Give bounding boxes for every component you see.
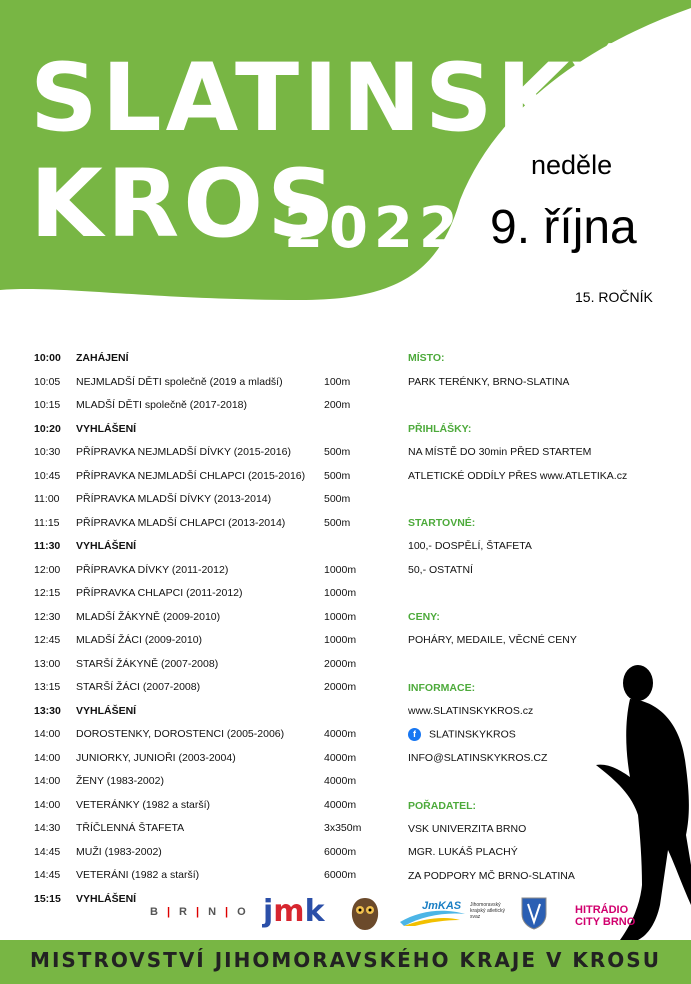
- jmk-k: k: [304, 894, 325, 929]
- schedule-distance: 2000m: [324, 681, 357, 693]
- schedule-race-name: VETERÁNI (1982 a starší): [76, 869, 200, 881]
- brno-letter: N: [208, 906, 226, 918]
- schedule-distance: 100m: [324, 375, 351, 388]
- info-startovne-heading: STARTOVNÉ:: [408, 517, 476, 529]
- schedule-time: 14:00: [34, 751, 61, 764]
- info-email-link[interactable]: INFO@SLATINSKYKROS.CZ: [408, 752, 548, 764]
- jmkas-logo: [400, 900, 506, 920]
- schedule-time: 13:15: [34, 681, 61, 693]
- brno-letter: O: [237, 906, 255, 918]
- schedule-time: 10:20: [34, 422, 61, 435]
- schedule-race-name: NEJMLADŠÍ DĚTI společně (2019 a mladší): [76, 375, 283, 388]
- schedule-time: 11:15: [34, 516, 60, 529]
- schedule-race-name: STARŠÍ ŽÁKYNĚ (2007-2008): [76, 657, 219, 670]
- hitradio-line2: CITY BRNO: [575, 916, 636, 928]
- jmkas-text: JmKAS: [422, 900, 462, 912]
- schedule-race-name: PŘÍPRAVKA MLADŠÍ DÍVKY (2013-2014): [76, 493, 272, 505]
- schedule-race-name: PŘÍPRAVKA MLADŠÍ CHLAPCI (2013-2014): [76, 516, 286, 529]
- schedule-time: 15:15: [34, 892, 61, 905]
- schedule-distance: 2000m: [324, 657, 357, 670]
- schedule-distance: 1000m: [324, 563, 357, 576]
- schedule-race-name: JUNIORKY, JUNIOŘI (2003-2004): [76, 751, 236, 764]
- owl-mascot-icon: [348, 894, 382, 932]
- schedule-time: 11:30: [34, 540, 61, 552]
- brno-letter: R: [179, 906, 196, 918]
- info-poradatel-line3: ZA PODPORY MČ BRNO-SLATINA: [408, 870, 575, 882]
- schedule-race-name: PŘÍPRAVKA CHLAPCI (2011-2012): [76, 587, 243, 599]
- schedule-race-name: MUŽI (1983-2002): [76, 845, 162, 858]
- schedule-time: 12:45: [34, 634, 61, 646]
- schedule-distance: 200m: [324, 399, 351, 411]
- schedule-time: 11:00: [34, 493, 60, 505]
- schedule-distance: 6000m: [324, 869, 357, 881]
- info-misto-value: PARK TERÉNKY, BRNO-SLATINA: [408, 376, 570, 388]
- event-title-line1: SLATINSKÝ: [30, 44, 646, 153]
- info-informace-heading: INFORMACE:: [408, 682, 476, 694]
- schedule-distance: 4000m: [324, 751, 357, 764]
- hitradio-line1: HITRÁDIO: [575, 904, 629, 916]
- schedule-distance: 500m: [324, 493, 351, 505]
- jmkas-subtitle: Jihomoravský krajský atletický svaz: [470, 902, 506, 920]
- slatina-coat-of-arms-icon: [520, 896, 548, 930]
- schedule-race-name: VETERÁNKY (1982 a starší): [76, 798, 211, 811]
- info-startovne-line2: 50,- OSTATNÍ: [408, 564, 473, 576]
- schedule-time: 14:30: [34, 822, 61, 834]
- schedule-race-name: VYHLÁŠENÍ: [76, 540, 137, 552]
- info-poradatel-line2: MGR. LUKÁŠ PLACHÝ: [408, 846, 518, 858]
- info-web-link[interactable]: www.SLATINSKYKROS.cz: [408, 705, 534, 717]
- schedule-distance: 1000m: [324, 587, 357, 599]
- schedule-time: 10:15: [34, 399, 61, 411]
- info-poradatel-heading: POŘADATEL:: [408, 800, 477, 812]
- schedule-time: 14:00: [34, 798, 61, 811]
- schedule-time: 10:30: [34, 446, 61, 458]
- event-date: 9. října: [490, 201, 637, 254]
- schedule-race-name: PŘÍPRAVKA NEJMLADŠÍ CHLAPCI (2015-2016): [76, 469, 306, 482]
- schedule-time: 10:00: [34, 352, 61, 364]
- schedule-time: 14:00: [34, 728, 61, 740]
- schedule-time: 10:45: [34, 469, 61, 482]
- schedule-race-name: TŘÍČLENNÁ ŠTAFETA: [76, 822, 185, 834]
- schedule-time: 10:05: [34, 375, 61, 388]
- schedule-distance: 4000m: [324, 728, 357, 740]
- jmk-m: m: [273, 894, 305, 929]
- footer-title: MISTROVSTVÍ JIHOMORAVSKÉHO KRAJE V KROSU: [30, 948, 661, 972]
- schedule-distance: 1000m: [324, 634, 357, 646]
- event-title-line2: KROS: [30, 150, 339, 259]
- schedule-distance: 3x350m: [324, 822, 362, 834]
- info-ceny-heading: CENY:: [408, 611, 440, 623]
- schedule-race-name: PŘÍPRAVKA DÍVKY (2011-2012): [76, 563, 229, 576]
- jmk-logo: [263, 894, 325, 929]
- event-weekday: neděle: [531, 150, 613, 180]
- schedule-time: 12:30: [34, 610, 61, 623]
- sponsor-logos: [150, 892, 675, 940]
- schedule-race-name: ZAHÁJENÍ: [76, 352, 129, 364]
- schedule-race-name: MLADŠÍ ŽÁCI (2009-2010): [76, 634, 203, 646]
- schedule-distance: 1000m: [324, 610, 357, 623]
- schedule-race-name: VYHLÁŠENÍ: [76, 704, 137, 717]
- schedule-race-name: MLADŠÍ DĚTI společně (2017-2018): [76, 399, 247, 411]
- info-poradatel-line1: VSK UNIVERZITA BRNO: [408, 823, 527, 835]
- jmk-j: j: [263, 894, 274, 929]
- schedule-distance: 500m: [324, 446, 351, 458]
- schedule-distance: 4000m: [324, 798, 357, 811]
- schedule-time: 12:00: [34, 563, 61, 576]
- facebook-label: SLATINSKYKROS: [429, 728, 516, 741]
- schedule-distance: 500m: [324, 516, 351, 529]
- info-ceny-value: POHÁRY, MEDAILE, VĚCNÉ CENY: [408, 634, 577, 646]
- schedule-time: 12:15: [34, 587, 61, 599]
- event-year: 2022: [284, 196, 464, 261]
- schedule-race-name: ŽENY (1983-2002): [76, 775, 164, 787]
- event-edition: 15. ROČNÍK: [575, 289, 653, 305]
- schedule-race-name: DOROSTENKY, DOROSTENCI (2005-2006): [76, 728, 285, 740]
- info-prihlasky-heading: PŘIHLÁŠKY:: [408, 423, 472, 435]
- facebook-icon: f: [408, 728, 421, 741]
- hitradio-logo: [575, 904, 635, 928]
- brno-logo: B|R|N|O: [150, 906, 255, 918]
- info-prihlasky-line2: ATLETICKÉ ODDÍLY PŘES www.ATLETIKA.cz: [408, 470, 628, 482]
- schedule-distance: 6000m: [324, 845, 357, 858]
- brno-letter: B: [150, 906, 167, 918]
- schedule-time: 14:45: [34, 869, 61, 881]
- schedule-time: 14:00: [34, 775, 61, 787]
- schedule-distance: 4000m: [324, 775, 357, 787]
- info-prihlasky-line1: NA MÍSTĚ DO 30min PŘED STARTEM: [408, 446, 592, 458]
- schedule-race-name: VYHLÁŠENÍ: [76, 892, 137, 905]
- schedule-race-name: MLADŠÍ ŽÁKYNĚ (2009-2010): [76, 610, 221, 623]
- schedule-time: 14:45: [34, 845, 61, 858]
- schedule-time: 13:00: [34, 657, 61, 670]
- schedule-race-name: VYHLÁŠENÍ: [76, 422, 137, 435]
- info-startovne-line1: 100,- DOSPĚLÍ, ŠTAFETA: [408, 540, 532, 552]
- schedule-race-name: STARŠÍ ŽÁCI (2007-2008): [76, 681, 201, 693]
- schedule-time: 13:30: [34, 704, 61, 717]
- info-misto-heading: MÍSTO:: [408, 352, 445, 364]
- info-facebook-link[interactable]: [408, 728, 516, 741]
- schedule-distance: 500m: [324, 469, 351, 482]
- schedule-race-name: PŘÍPRAVKA NEJMLADŠÍ DÍVKY (2015-2016): [76, 446, 291, 458]
